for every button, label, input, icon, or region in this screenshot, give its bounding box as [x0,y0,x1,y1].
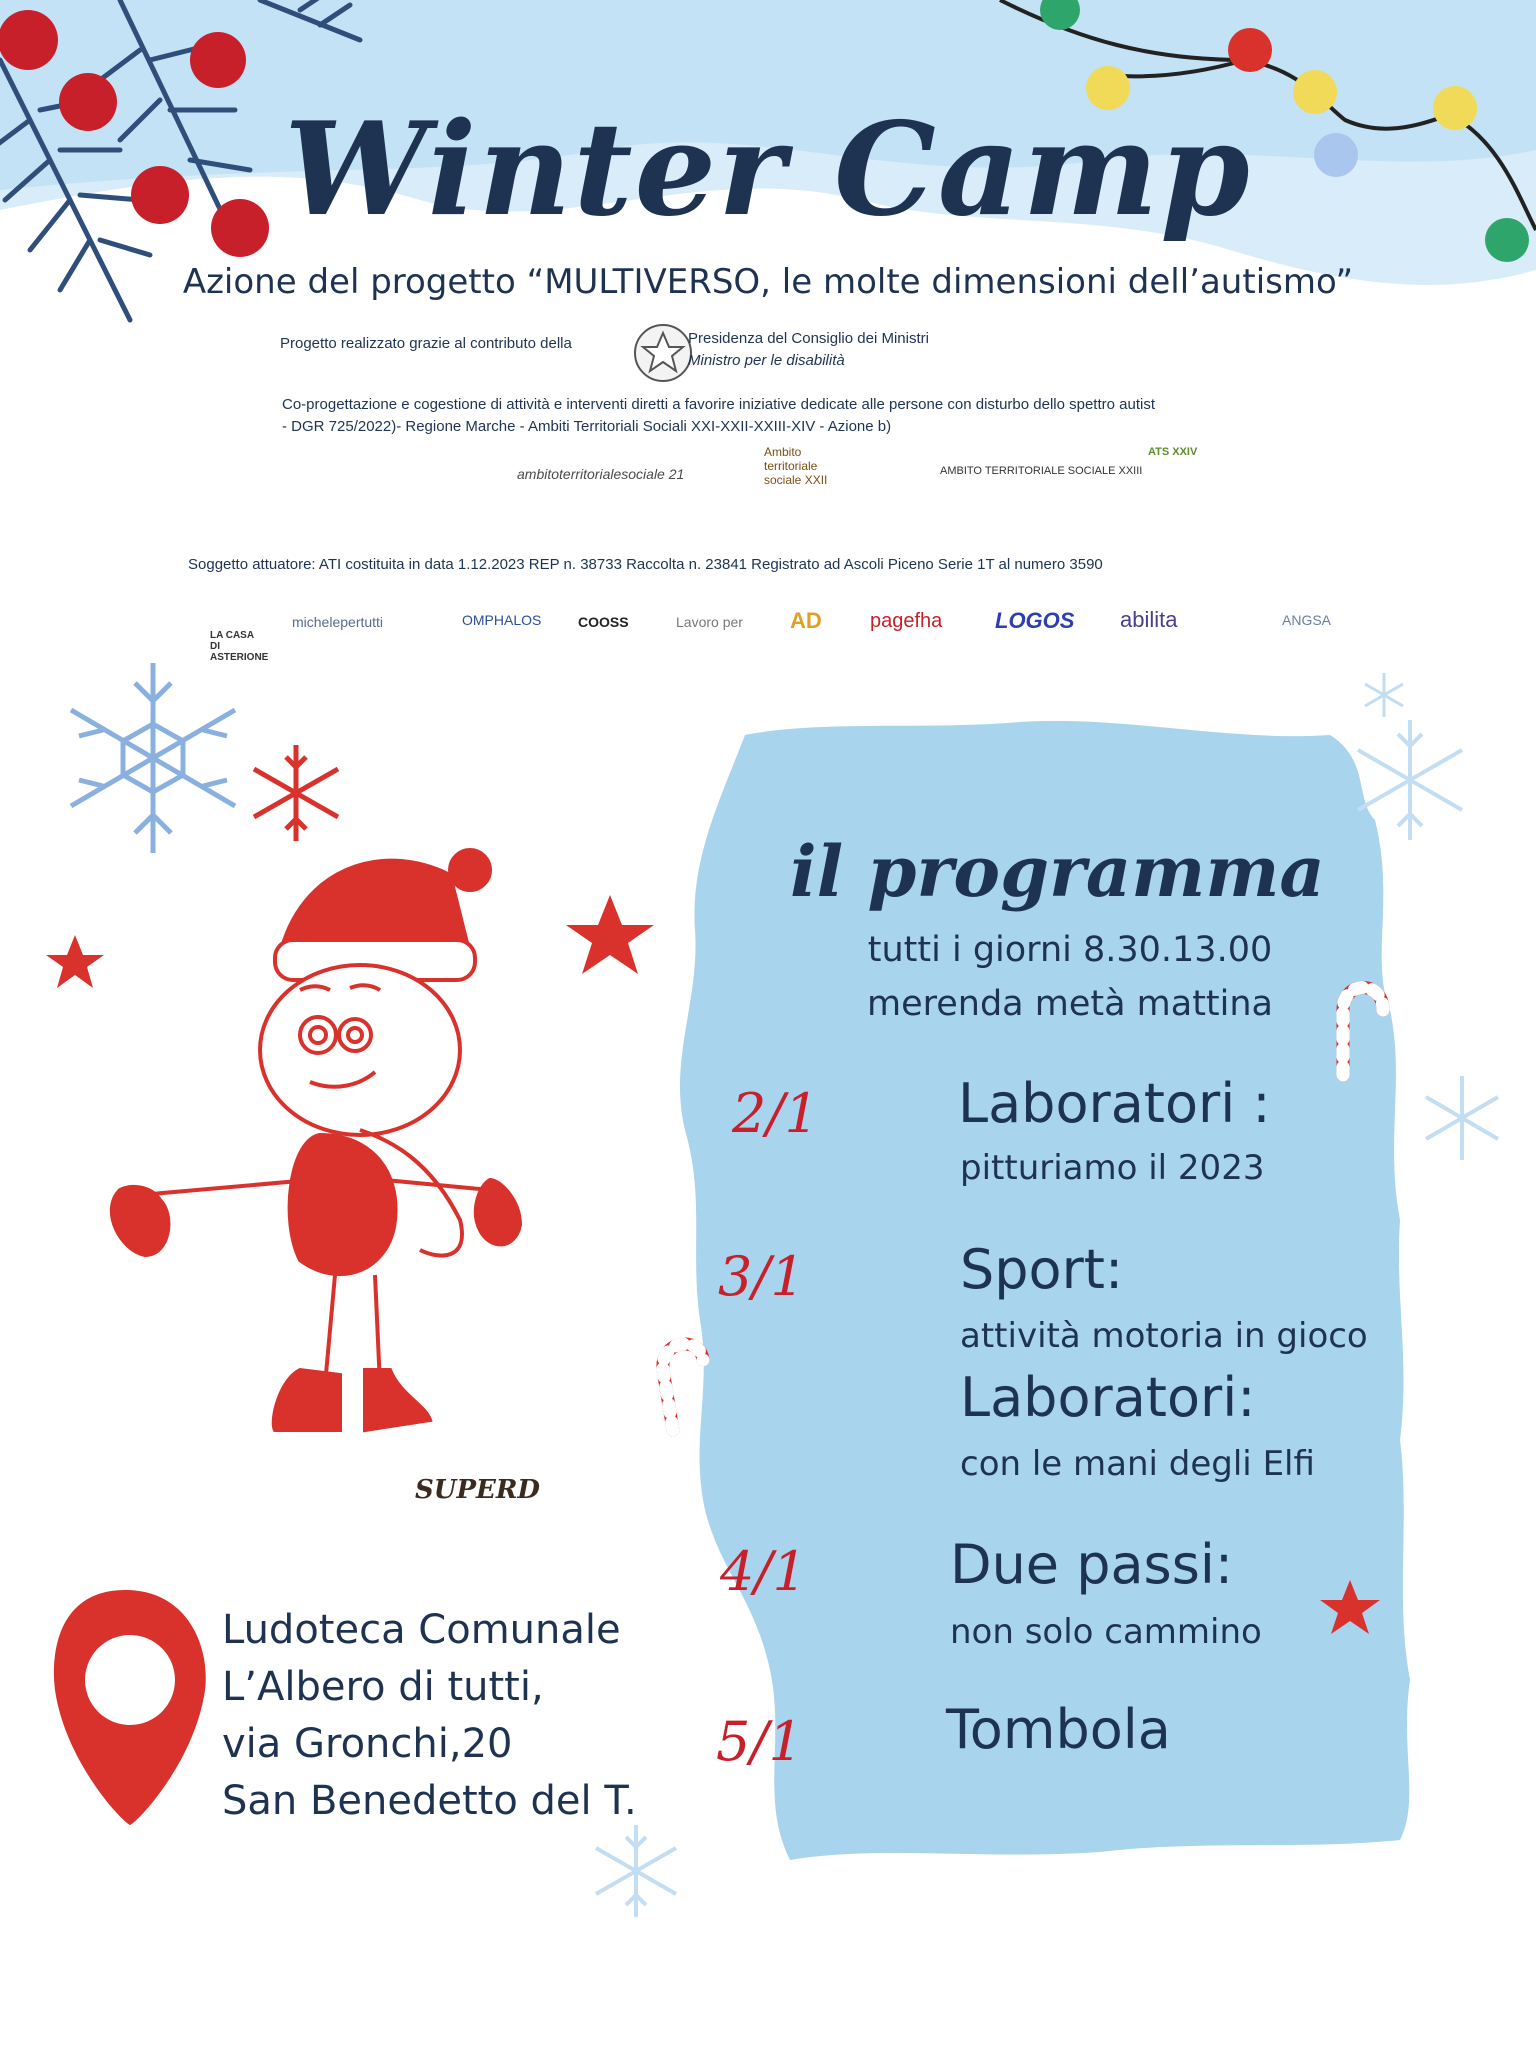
logo-logos: LOGOS [995,608,1075,633]
day-activity-detail: non solo cammino [950,1612,1262,1652]
programma-hours: tutti i giorni 8.30.13.00 [867,930,1273,970]
coprogettazione-line-1: Co-progettazione e cogestione di attività e interventi diretti a favorire iniziative dedicate alle persone con disturbo dello spettro autist [282,396,1155,413]
presidency-line-1: Presidenza del Consiglio dei Ministri [688,330,929,347]
funding-note: Progetto realizzato grazie al contributo della [280,335,572,352]
logo-omphalos: OMPHALOS [462,612,542,628]
location-pin-icon [54,1590,206,1825]
logo-ad: AD [790,608,822,633]
coprogettazione-line-2: - DGR 725/2022)- Regione Marche - Ambiti Territoriali Sociali XXI-XXII-XXIII-XIV - Azione b) [282,418,892,435]
logo-michelepertutti: michelepertutti [292,614,384,630]
logo-cooss: COOSS [578,614,629,630]
programma-snack: merenda metà mattina [866,984,1274,1024]
day-activity-detail-2: con le mani degli Elfi [960,1444,1315,1484]
day-activity-title-2: Laboratori: [960,1366,1256,1429]
soggetto-attuatore: Soggetto attuatore: ATI costituita in data 1.12.2023 REP n. 38733 Raccolta n. 23841 Registrato ad Ascoli Piceno Serie 1T al numero 3590 [188,556,1103,573]
logo-ambito-21: ambitoterritorialesociale 21 [517,466,685,482]
snowflake-icon [71,663,235,853]
location-line-3: via Gronchi,20 [222,1721,513,1767]
day-activity-title: Laboratori : [958,1072,1271,1135]
logo-angsa: ANGSA [1282,612,1332,628]
snowflake-icon [1426,1076,1498,1160]
location-line-1: Ludoteca Comunale [222,1607,621,1653]
location-line-4: San Benedetto del T. [222,1778,637,1824]
candy-cane-icon [663,1344,703,1430]
logo-casa-asterione: LA CASA DI ASTERIONE [210,630,269,663]
day-activity-detail: pitturiamo il 2023 [960,1148,1265,1188]
day-activity-title: Due passi: [950,1533,1234,1596]
day-date: 5/1 [716,1710,803,1773]
location-line-2: L’Albero di tutti, [222,1664,544,1710]
programma-title: il programma [790,830,1325,913]
logo-abilita: abilita [1120,607,1178,632]
day-date: 2/1 [732,1082,819,1145]
logo-pagefha: pagefha [870,610,943,632]
day-activity-title: Sport: [960,1238,1124,1301]
day-activity-detail: attività motoria in gioco [960,1316,1368,1356]
day-date: 4/1 [720,1540,807,1603]
page-title: Winter Camp [284,95,1252,245]
star-icon [566,895,654,974]
day-date: 3/1 [718,1245,805,1308]
artist-signature: SUPERD [415,1475,540,1505]
day-activity-title: Tombola [946,1698,1171,1761]
snowflake-icon [596,1825,676,1917]
star-icon [46,935,104,988]
logo-ats-24: ATS XXIV [1148,446,1198,458]
logo-ambito-23: AMBITO TERRITORIALE SOCIALE XXIII [940,465,1143,477]
presidency-line-2: Ministro per le disabilità [688,352,845,369]
snowflake-icon [1365,673,1403,717]
snowflake-red-icon [254,745,338,841]
character-drawing [112,850,520,1430]
logo-ambito-22: Ambito territoriale sociale XXII [764,445,828,487]
logo-lavoro-per: Lavoro per [676,614,743,630]
subtitle: Azione del progetto “MULTIVERSO, le molte dimensioni dell’autismo” [182,262,1354,302]
italian-republic-emblem [635,325,691,381]
